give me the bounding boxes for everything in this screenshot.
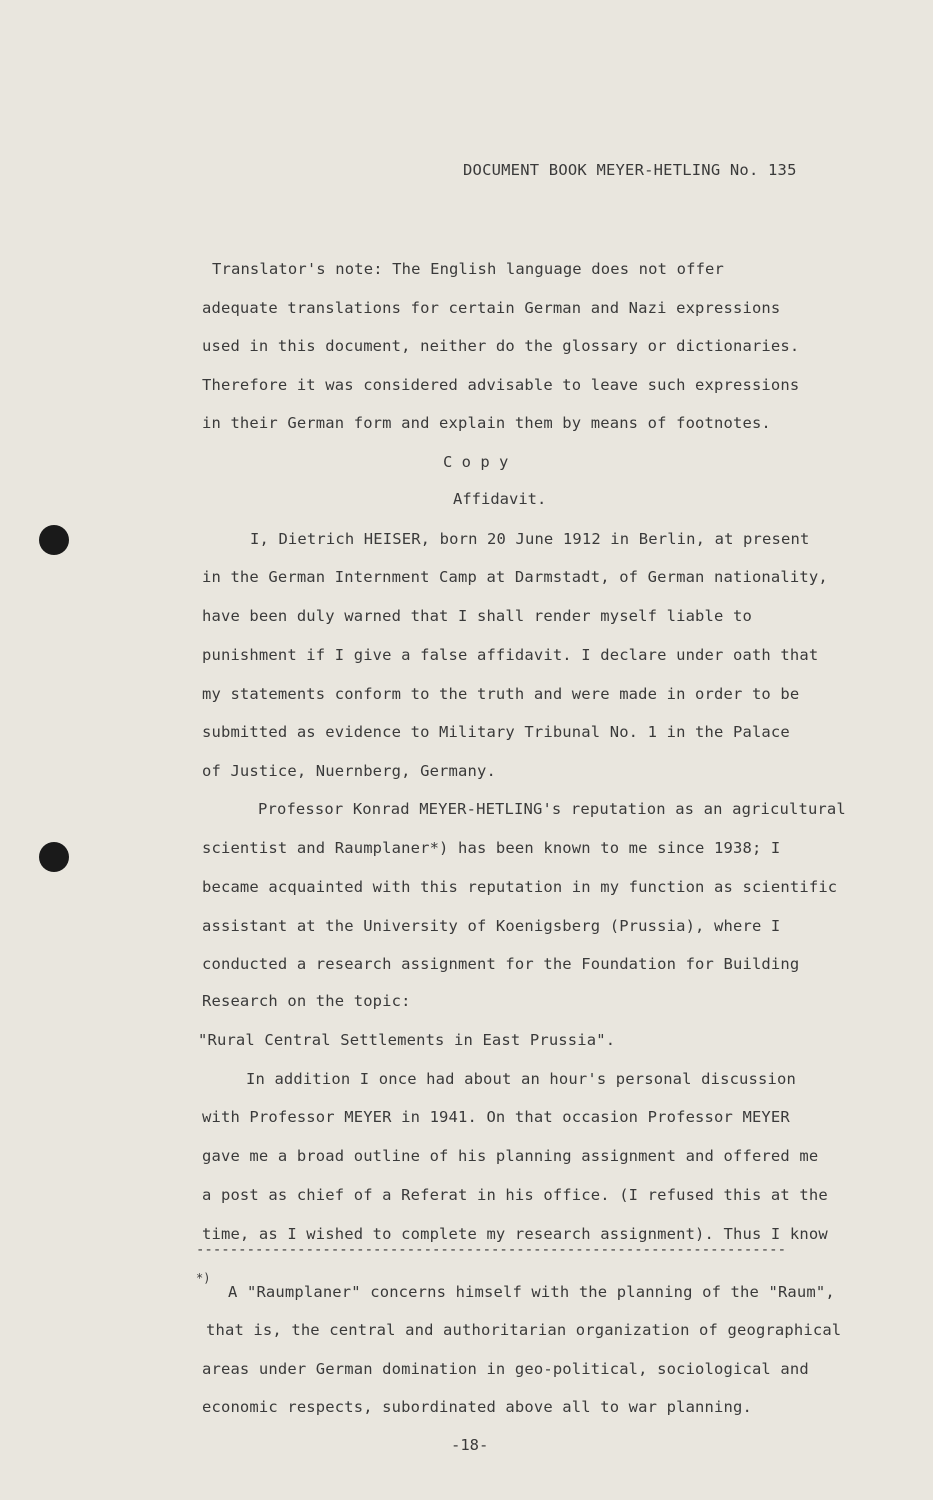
footnote-marker: *) <box>196 1271 211 1285</box>
footnote-line: areas under German domination in geo-political, sociological and <box>202 1360 809 1378</box>
paragraph-1-line: have been duly warned that I shall render myself liable to <box>202 607 752 625</box>
copy-label: C o p y <box>443 453 509 471</box>
translator-note-line: Therefore it was considered advisable to leave such expressions <box>202 376 800 394</box>
paragraph-3-line: with Professor MEYER in 1941. On that occasion Professor MEYER <box>202 1108 790 1126</box>
document-header: DOCUMENT BOOK MEYER-HETLING No. 135 <box>463 161 797 179</box>
paragraph-2-line: Professor Konrad MEYER-HETLING's reputation as an agricultural <box>258 800 846 818</box>
footnote-line: that is, the central and authoritarian organization of geographical <box>206 1321 842 1339</box>
translator-note-line: Translator's note: The English language does not offer <box>212 260 725 278</box>
paragraph-2-line: assistant at the University of Koenigsberg (Prussia), where I <box>202 917 781 935</box>
paragraph-3-line: time, as I wished to complete my research assignment). Thus I know <box>202 1225 828 1243</box>
affidavit-title: Affidavit. <box>453 490 547 508</box>
paragraph-1-line: submitted as evidence to Military Tribunal No. 1 in the Palace <box>202 723 790 741</box>
footnote-line: economic respects, subordinated above all to war planning. <box>202 1398 752 1416</box>
paragraph-3-line: gave me a broad outline of his planning assignment and offered me <box>202 1147 819 1165</box>
footnote-line: A "Raumplaner" concerns himself with the planning of the "Raum", <box>228 1283 835 1301</box>
paragraph-1-line: I, Dietrich HEISER, born 20 June 1912 in Berlin, at present <box>250 530 810 548</box>
footnote-separator: ---------------------------------------------------------------------- <box>196 1242 787 1258</box>
paragraph-2-line: "Rural Central Settlements in East Prussia". <box>198 1031 616 1049</box>
translator-note-line: used in this document, neither do the glossary or dictionaries. <box>202 337 800 355</box>
translator-note-line: in their German form and explain them by means of footnotes. <box>202 414 771 432</box>
punch-hole-top <box>39 525 69 555</box>
paragraph-1-line: in the German Internment Camp at Darmstadt, of German nationality, <box>202 568 828 586</box>
paragraph-1-line: punishment if I give a false affidavit. I declare under oath that <box>202 646 819 664</box>
page-number: -18- <box>451 1436 489 1454</box>
paragraph-2-line: conducted a research assignment for the Foundation for Building <box>202 955 800 973</box>
paragraph-2-line: Research on the topic: <box>202 992 411 1010</box>
paragraph-3-line: In addition I once had about an hour's personal discussion <box>246 1070 796 1088</box>
punch-hole-bottom <box>39 842 69 872</box>
paragraph-2-line: became acquainted with this reputation in my function as scientific <box>202 878 838 896</box>
paragraph-3-line: a post as chief of a Referat in his office. (I refused this at the <box>202 1186 828 1204</box>
translator-note-line: adequate translations for certain German and Nazi expressions <box>202 299 781 317</box>
paragraph-2-line: scientist and Raumplaner*) has been known to me since 1938; I <box>202 839 781 857</box>
paragraph-1-line: of Justice, Nuernberg, Germany. <box>202 762 496 780</box>
paragraph-1-line: my statements conform to the truth and were made in order to be <box>202 685 800 703</box>
